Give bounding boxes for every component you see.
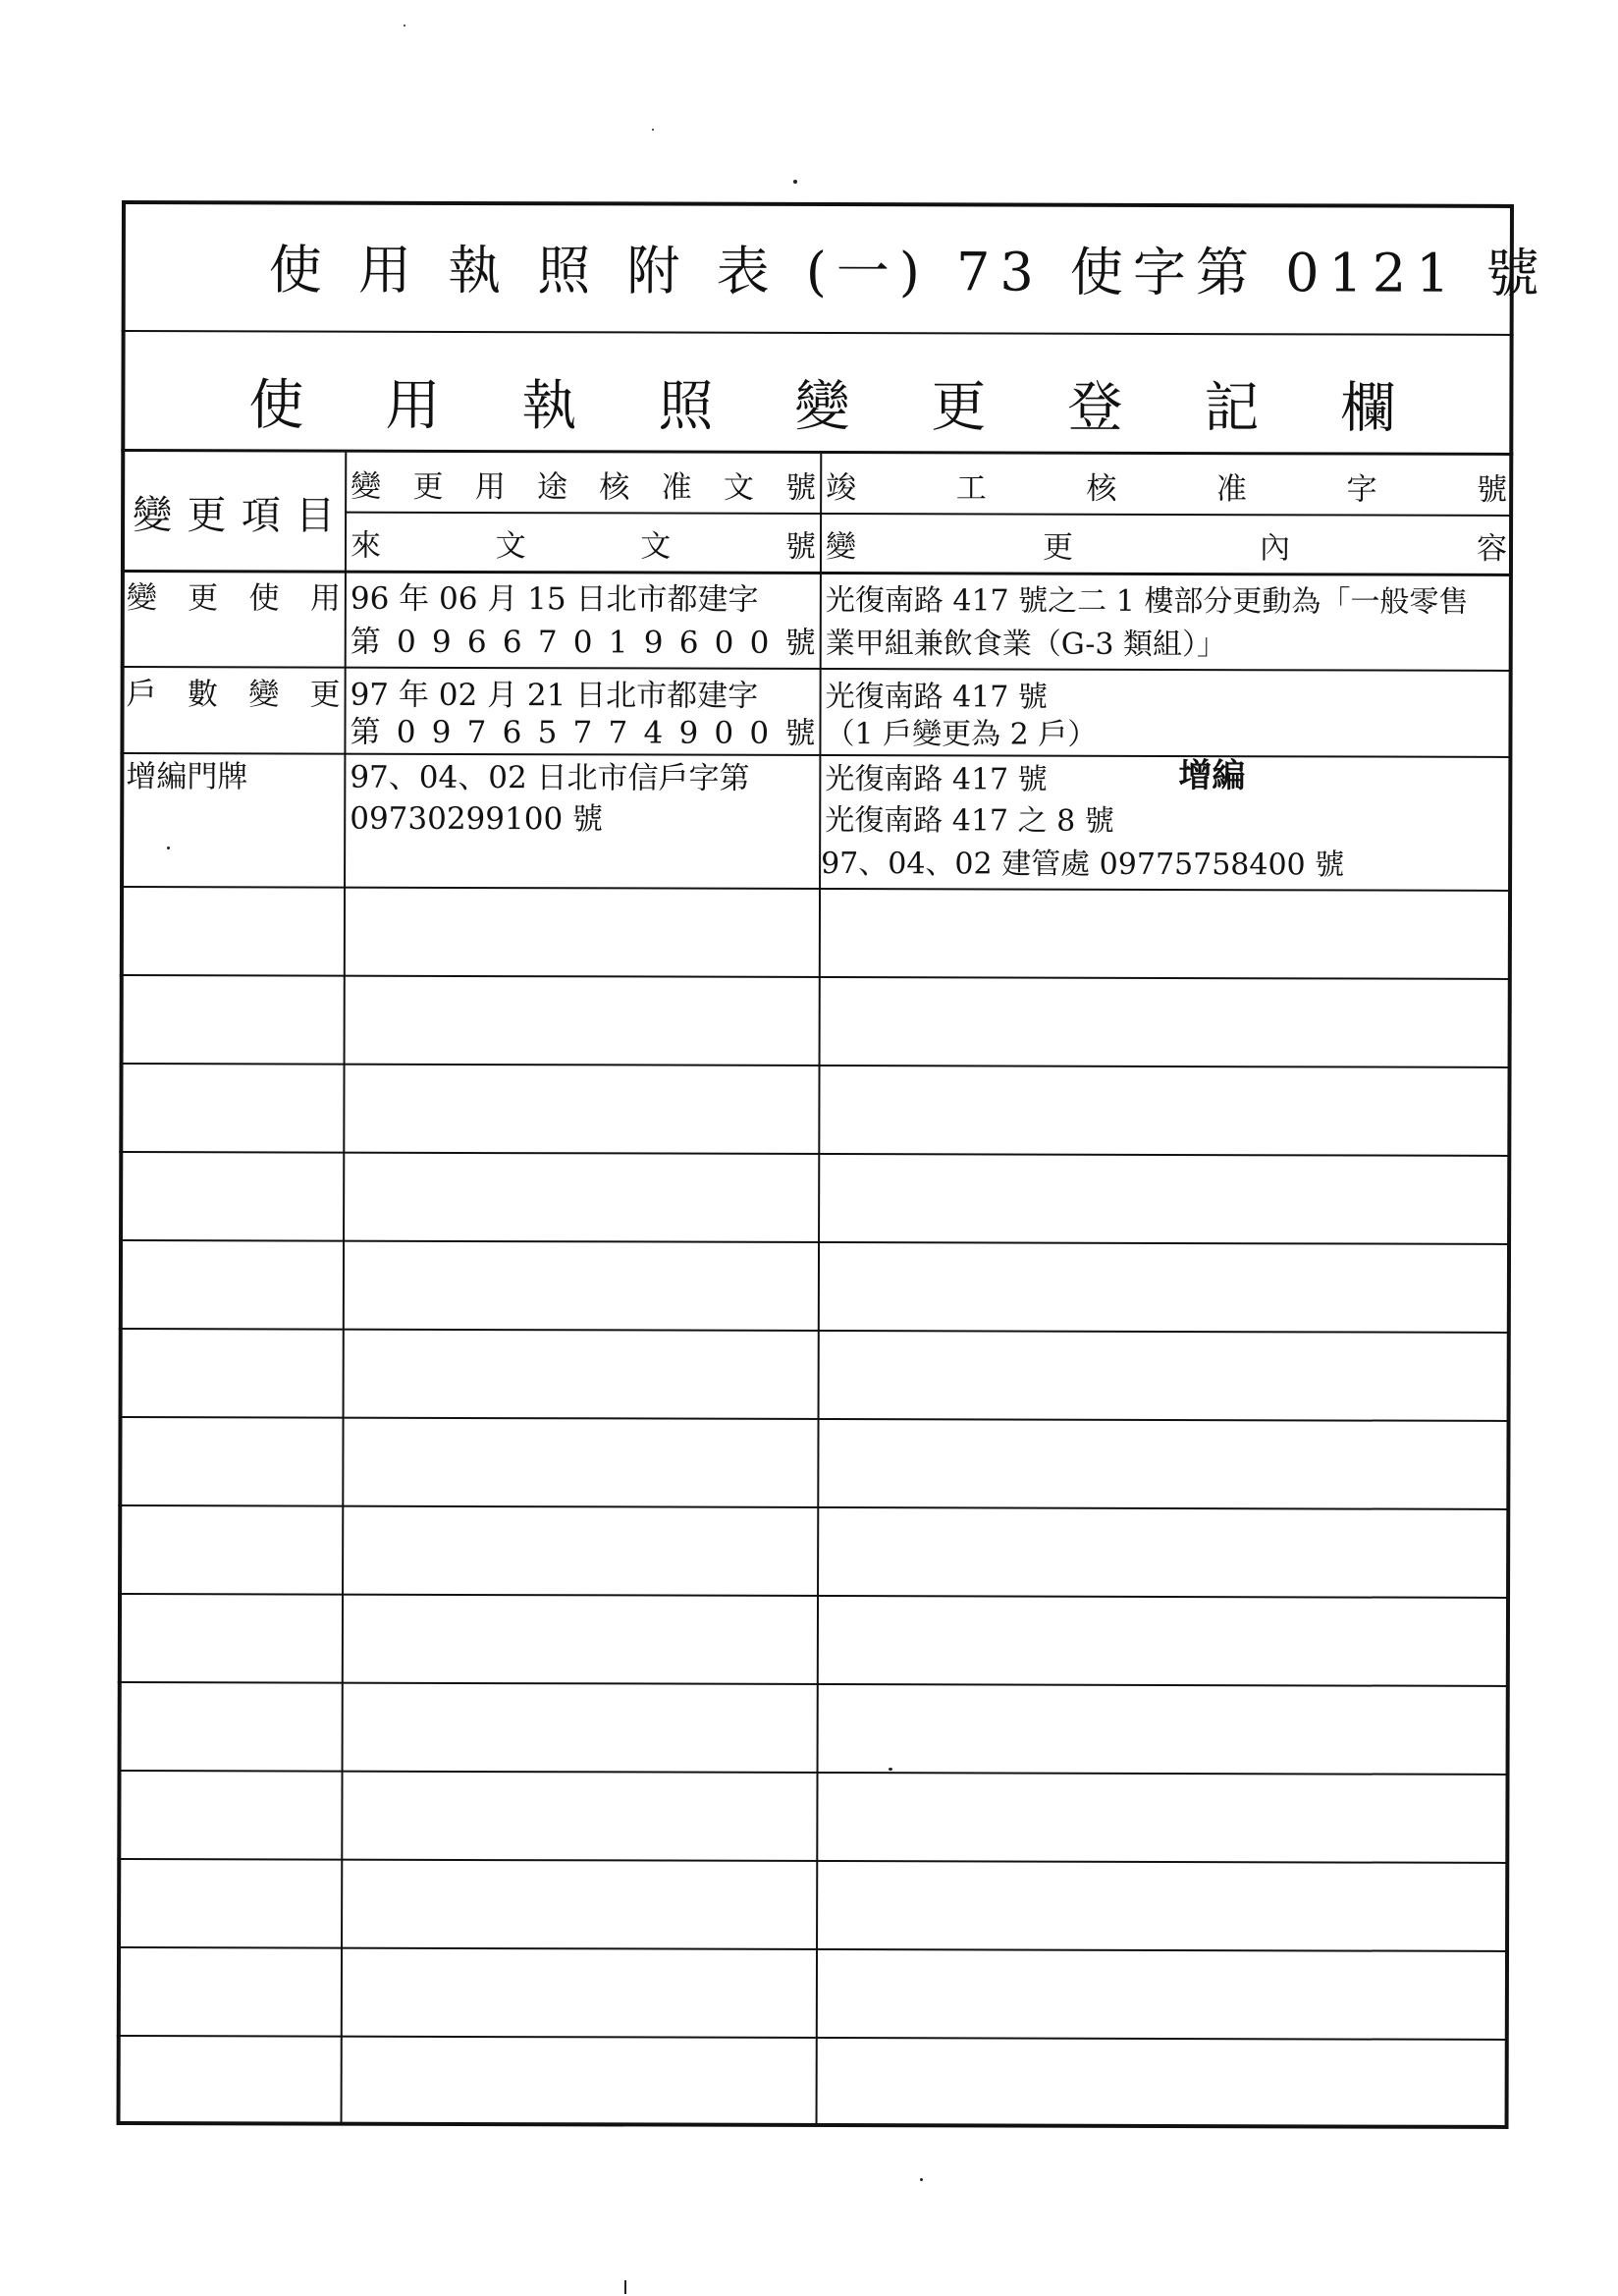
doc-char: 5 xyxy=(537,715,558,751)
scan-speck xyxy=(920,2178,923,2181)
doc-char: 0 xyxy=(714,715,734,751)
row2-doc-line1: 97 年 02 月 21 日北市都建字 xyxy=(350,677,759,714)
doc-char: 7 xyxy=(572,715,593,751)
doc-char: 9 xyxy=(431,624,452,660)
item-char: 使 xyxy=(248,580,280,617)
section-heading-char: 用 xyxy=(385,373,441,438)
doc-char: 0 xyxy=(396,624,416,660)
section-heading-row xyxy=(121,332,1513,456)
header-char: 文 xyxy=(495,527,526,564)
scan-speck xyxy=(167,847,170,849)
row3-content-line3: 97、04、02 建管處 09775758400 號 xyxy=(821,846,1345,883)
section-heading-char: 欄 xyxy=(1340,376,1396,441)
item-char: 更 xyxy=(309,677,341,713)
doc-char: 0 xyxy=(572,625,593,661)
section-heading xyxy=(248,361,1395,443)
doc-char: 第 xyxy=(350,624,381,660)
header-char: 竣 xyxy=(826,469,857,506)
header-char: 核 xyxy=(599,468,630,505)
row3-content-line1: 光復南路 417 號 xyxy=(825,762,1048,797)
header-char: 變 xyxy=(351,468,382,505)
doc-char: 0 xyxy=(749,715,770,751)
doc-char: 0 xyxy=(714,625,734,661)
header-char: 更 xyxy=(1042,529,1074,566)
header-char: 目 xyxy=(296,492,336,539)
row3-doc-line1: 97、04、02 日北市信戶字第 xyxy=(350,759,750,796)
doc-char: 7 xyxy=(466,714,487,751)
title-row xyxy=(122,200,1549,336)
header-char: 容 xyxy=(1476,530,1508,567)
document-title: 使 用 執 照 附 表 (一) 73 使字第 0121 號 xyxy=(268,239,1549,305)
doc-char: 7 xyxy=(537,625,558,661)
row3-doc-line2: 09730299100 號 xyxy=(350,800,604,838)
header-char: 文 xyxy=(640,527,672,565)
row3-content-stamp: 增編 xyxy=(1178,756,1246,796)
row2-content-line2: （1 戶變更為 2 戶） xyxy=(825,717,1098,752)
header-char: 內 xyxy=(1259,529,1291,566)
header-char: 字 xyxy=(1346,470,1377,508)
license-appendix-sheet xyxy=(117,200,1549,2129)
header-completion-no xyxy=(822,456,1511,515)
doc-char: 9 xyxy=(678,715,699,751)
section-heading-char: 更 xyxy=(931,375,987,440)
doc-char: 6 xyxy=(502,625,522,661)
scan-speck xyxy=(404,25,405,27)
header-char: 工 xyxy=(955,469,987,506)
doc-char: 6 xyxy=(502,715,522,751)
row3-content-line2: 光復南路 417 之 8 號 xyxy=(825,803,1114,839)
header-char: 准 xyxy=(1215,470,1248,507)
item-char: 變 xyxy=(248,677,280,713)
header-item xyxy=(123,454,345,571)
doc-char: 4 xyxy=(643,715,664,751)
doc-char: 第 xyxy=(350,714,381,750)
row3-item: 增編門牌 xyxy=(126,759,248,795)
item-char: 數 xyxy=(187,677,218,713)
section-heading-char: 執 xyxy=(521,374,577,439)
header-char: 來 xyxy=(350,527,382,564)
row1-doc-line1: 96 年 06 月 15 日北市都建字 xyxy=(350,580,759,618)
doc-char: 6 xyxy=(466,624,487,661)
header-char: 變 xyxy=(825,528,857,565)
header-char: 准 xyxy=(661,469,692,506)
item-char: 用 xyxy=(309,580,341,617)
doc-char: 9 xyxy=(643,625,664,661)
row2-item xyxy=(127,674,341,717)
doc-char: 1 xyxy=(608,625,628,661)
doc-char: 號 xyxy=(784,715,816,751)
doc-char: 9 xyxy=(431,714,452,750)
doc-char: 號 xyxy=(784,625,816,661)
header-char: 途 xyxy=(536,468,568,505)
section-heading-char: 變 xyxy=(794,374,850,440)
header-char: 文 xyxy=(723,469,754,506)
header-incoming-doc-no xyxy=(347,514,820,572)
header-char: 號 xyxy=(784,528,817,565)
doc-char: 0 xyxy=(749,625,770,661)
header-char: 更 xyxy=(187,492,227,538)
row1-content-line1: 光復南路 417 號之二 1 樓部分更動為「一般零售 xyxy=(825,583,1469,620)
doc-char: 7 xyxy=(608,715,628,751)
scan-speck xyxy=(624,2280,626,2294)
scan-speck xyxy=(793,180,797,184)
section-heading-char: 照 xyxy=(658,374,714,439)
item-char: 更 xyxy=(188,580,219,617)
scan-speck xyxy=(652,129,654,131)
header-char: 號 xyxy=(1477,471,1508,508)
item-char: 戶 xyxy=(126,677,157,713)
header-char: 更 xyxy=(412,468,444,505)
section-heading-char: 使 xyxy=(248,373,304,438)
row1-item xyxy=(127,577,341,621)
header-char: 項 xyxy=(241,492,281,538)
row1-content-line2: 業甲組兼飲食業（G-3 類組）」 xyxy=(825,627,1227,663)
section-heading-char: 登 xyxy=(1067,375,1123,440)
row1-doc-line2 xyxy=(351,622,816,665)
row2-doc-line2 xyxy=(350,712,815,755)
section-heading-char: 記 xyxy=(1204,376,1260,441)
doc-char: 0 xyxy=(396,714,416,750)
row2-content-line1: 光復南路 417 號 xyxy=(825,680,1048,715)
header-change-content xyxy=(822,515,1511,574)
header-char: 用 xyxy=(474,468,506,505)
header-char: 核 xyxy=(1086,470,1117,507)
scan-speck xyxy=(889,1768,892,1771)
header-char: 變 xyxy=(133,492,173,538)
item-char: 變 xyxy=(126,580,157,617)
header-char: 號 xyxy=(785,469,817,506)
header-approval-no xyxy=(347,455,820,513)
doc-char: 6 xyxy=(678,625,699,661)
